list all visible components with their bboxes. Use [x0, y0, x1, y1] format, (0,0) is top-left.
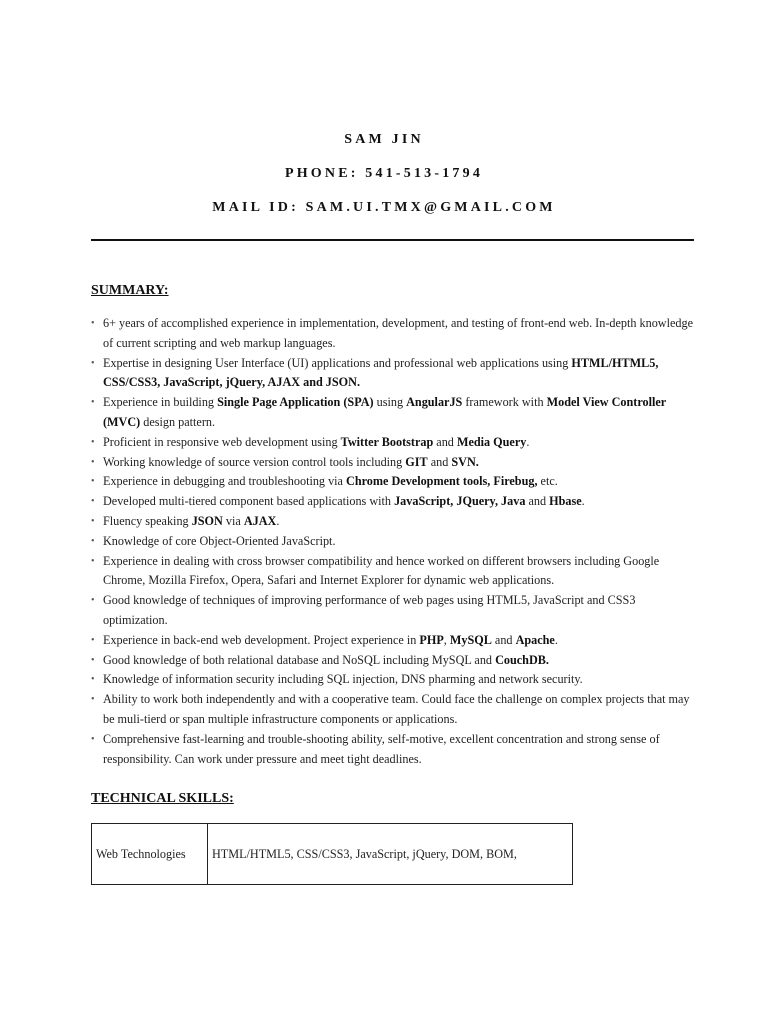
list-item: [91, 393, 696, 433]
bullet-icon: •: [91, 733, 95, 745]
bold-text: MySQL: [449, 632, 492, 647]
text-run: via: [222, 513, 244, 528]
bullet-icon: •: [91, 674, 95, 686]
text-run: Experience in dealing with cross browser compatibility and hence worked on different browsers including Google Chrome, Mozilla Firefox, Opera, Safari and Internet Explorer for dynamic web applications.: [103, 553, 660, 588]
phone-line: PHONE: 541-513-1794: [284, 166, 484, 181]
text-run: Developed multi-tiered component based applications with: [103, 494, 395, 509]
list-item: [91, 453, 696, 473]
bold-text: Single Page Application (SPA): [217, 395, 374, 410]
text-run: Good knowledge of both relational database and NoSQL including MySQL and: [103, 652, 496, 667]
list-item: [91, 591, 696, 631]
text-run: Knowledge of core Object-Oriented JavaScript.: [103, 533, 336, 548]
bold-text: Chrome Development tools, Firebug,: [346, 474, 538, 489]
bold-text: SVN.: [451, 454, 479, 469]
candidate-name: SAM JIN: [344, 132, 424, 147]
list-item: [91, 670, 696, 690]
summary-heading: SUMMARY:: [91, 283, 169, 298]
text-run: Comprehensive fast-learning and trouble-shooting ability, self-motive, excellent concentration and strong sense of responsibility. Can work under pressure and meet tight deadlines.: [103, 731, 660, 766]
header-divider: [91, 239, 694, 241]
list-item: [91, 472, 696, 492]
list-item: [91, 433, 696, 453]
text-run: .: [581, 494, 585, 509]
skill-value-cell: HTML/HTML5, CSS/CSS3, JavaScript, jQuery, DOM, BOM,: [208, 824, 573, 885]
bullet-icon: •: [91, 634, 95, 646]
bold-text: JSON: [191, 513, 223, 528]
bullet-icon: •: [91, 436, 95, 448]
list-item: [91, 492, 696, 512]
bold-text: Model View Controller (MVC): [103, 395, 666, 429]
bullet-icon: •: [91, 357, 95, 369]
text-run: Experience in back-end web development. Project experience in: [103, 632, 420, 647]
text-run: etc.: [537, 474, 558, 489]
bullet-icon: •: [91, 456, 95, 468]
bullet-icon: •: [91, 694, 95, 706]
bold-text: PHP: [419, 632, 444, 647]
text-run: Proficient in responsive web development using: [103, 434, 341, 449]
bullet-icon: •: [91, 496, 95, 508]
list-item: [91, 512, 696, 532]
bold-text: Twitter Bootstrap: [340, 434, 434, 449]
bold-text: JavaScript, JQuery, Java: [394, 494, 526, 509]
skill-category-cell: Web Technologies: [92, 824, 208, 885]
bold-text: Apache: [515, 632, 555, 647]
text-run: ,: [443, 632, 450, 647]
list-item: [91, 354, 696, 394]
text-run: .: [276, 513, 280, 528]
list-item: [91, 730, 696, 770]
bullet-icon: •: [91, 555, 95, 567]
bold-text: AJAX: [243, 513, 277, 528]
bullet-icon: •: [91, 654, 95, 666]
text-run: framework with: [462, 395, 547, 410]
bullet-icon: •: [91, 476, 95, 488]
text-run: .: [554, 632, 558, 647]
bold-text: Hbase: [549, 494, 582, 509]
bold-text: AngularJS: [406, 395, 463, 410]
text-run: Fluency speaking: [103, 513, 192, 528]
bold-text: GIT: [405, 454, 428, 469]
text-run: Good knowledge of techniques of improving performance of web pages using HTML5, JavaScript and CSS3 optimization.: [103, 593, 636, 627]
bullet-icon: •: [91, 515, 95, 527]
text-run: Knowledge of information security including SQL injection, DNS pharming and network security.: [103, 672, 583, 687]
summary-list: [91, 314, 696, 769]
list-item: [91, 690, 696, 730]
text-run: and: [427, 454, 452, 469]
bold-text: Media Query: [456, 434, 527, 449]
text-run: .: [526, 434, 530, 449]
bullet-icon: •: [91, 535, 95, 547]
bold-text: CouchDB.: [495, 652, 549, 667]
list-item: [91, 314, 696, 354]
list-item: [91, 631, 696, 651]
list-item: [91, 651, 696, 671]
bullet-icon: •: [91, 595, 95, 607]
list-item: [91, 552, 696, 592]
text-run: design pattern.: [140, 414, 216, 429]
text-run: 6+ years of accomplished experience in implementation, development, and testing of front-end web. In-depth knowledge of current scripting and web markup languages.: [103, 316, 693, 350]
text-run: using: [373, 395, 407, 410]
text-run: and: [433, 434, 457, 449]
bold-text: HTML/HTML5, CSS/CSS3, JavaScript, jQuery, AJAX and JSON.: [103, 355, 659, 390]
text-run: and: [491, 632, 516, 647]
bullet-icon: •: [91, 397, 95, 409]
text-run: Experience in building: [103, 395, 218, 410]
technical-skills-heading: TECHNICAL SKILLS:: [91, 791, 234, 806]
list-item: [91, 532, 696, 552]
text-run: Working knowledge of source version control tools including: [103, 454, 406, 469]
table-row: [92, 824, 573, 885]
mail-line: MAIL ID: SAM.UI.TMX@GMAIL.COM: [212, 200, 556, 215]
text-run: Experience in debugging and troubleshooting via: [103, 474, 347, 489]
bullet-icon: •: [91, 318, 95, 329]
technical-skills-table: [91, 823, 573, 885]
text-run: and: [525, 494, 550, 509]
text-run: Expertise in designing User Interface (UI) applications and professional web applications using: [103, 355, 572, 370]
text-run: Ability to work both independently and with a cooperative team. Could face the challenge on complex projects that may be muli-tierd or span multiple infrastructure components or applications.: [103, 692, 690, 726]
